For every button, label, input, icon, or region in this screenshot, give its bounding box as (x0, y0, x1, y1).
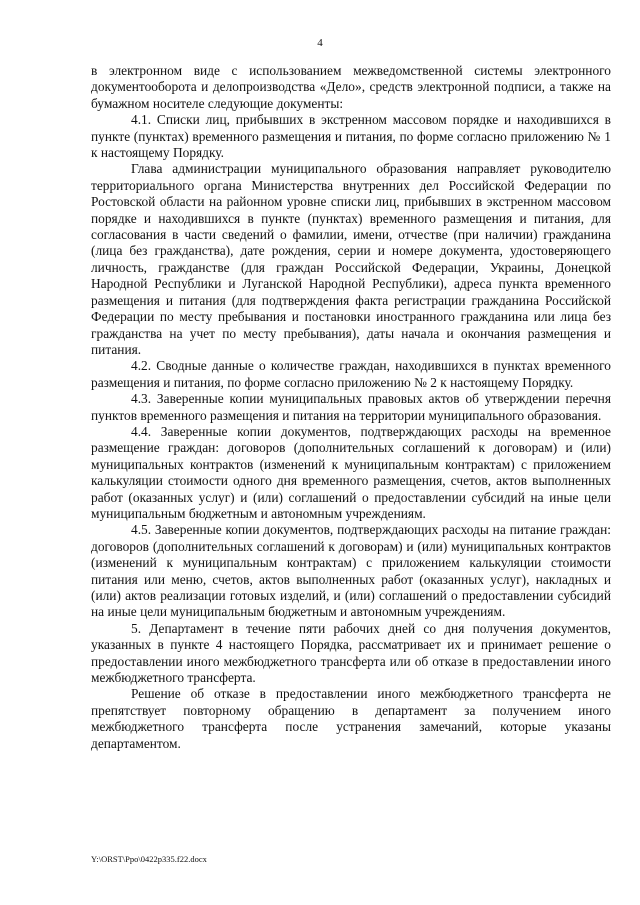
footer-file-path: Y:\ORST\Ppo\0422p335.f22.docx (91, 854, 207, 864)
paragraph-5: 5. Департамент в течение пяти рабочих дней со дня получения документов, указанных в пункте 4 настоящего Порядка, рассматривает их и принимает решение о предоставлении иного межбюджетного трансферта или об отказе в предоставлении иного межбюджетного трансферта. (91, 620, 611, 686)
paragraph-head-directs: Глава администрации муниципального образования направляет руководителю территориального органа Министерства внутренних дел Российской Федерации по Ростовской области на районном уровне списки лиц, прибывших в экстренном массовом порядке и находившихся в пункте (пунктах) временного размещения и питания, для согласования в части сведений о фамилии, имени, отчестве (при наличии) гражданина (лица без гражданства), дате рождения, серии и номере документа, удостоверяющего личность, гражданстве (для граждан Российской Федерации, Украины, Донецкой Народной Республики и Луганской Народной Республики), адреса пункта временного размещения и питания (для подтверждения факта регистрации гражданина Российской Федерации по месту пребывания и постановки иностранного гражданина или лица без гражданства на учет по месту пребывания), даты начала и окончания размещения и питания. (91, 161, 611, 357)
paragraph-4-5: 4.5. Заверенные копии документов, подтверждающих расходы на питание граждан: договоров (дополнительных соглашений к договорам) и (или) муниципальных контрактов (изменений к муниципальным контрактам) с приложением калькуляции стоимости питания или меню, счетов, актов выполненных работ (оказанных услуг), накладных и (или) актов реализации готовых изделий, и (или) соглашений о предоставлении субсидий на иные цели муниципальным бюджетным и автономным учреждениям. (91, 522, 611, 620)
paragraph-intro: в электронном виде с использованием межведомственной системы электронного документооборота и делопроизводства «Дело», средств электронной подписи, а также на бумажном носителе следующие документы: (91, 63, 611, 111)
paragraph-4-2: 4.2. Сводные данные о количестве граждан, находившихся в пунктах временного размещения и питания, по форме согласно приложению № 2 к настоящему Порядку. (91, 358, 611, 390)
paragraph-refusal: Решение об отказе в предоставлении иного межбюджетного трансферта не препятствует повторному обращению в департамент за получением иного межбюджетного трансферта после устранения замечаний, которые указаны департаментом. (91, 686, 611, 751)
paragraph-4-4: 4.4. Заверенные копии документов, подтверждающих расходы на временное размещение граждан: договоров (дополнительных соглашений к договорам) и (или) муниципальных контрактов (изменений к муниципальным контрактам) с приложением калькуляции стоимости одного дня временного размещения, счетов, актов выполненных работ (оказанных услуг) и (или) соглашений о предоставлении субсидий на иные цели муниципальным бюджетным и автономным учреждениям. (91, 423, 611, 521)
paragraph-4-1: 4.1. Списки лиц, прибывших в экстренном массовом порядке и находившихся в пункте (пунктах) временного размещения и питания, по форме согласно приложению № 1 к настоящему Порядку. (91, 112, 611, 161)
paragraph-4-3: 4.3. Заверенные копии муниципальных правовых актов об утверждении перечня пунктов временного размещения и питания на территории муниципального образования. (91, 391, 611, 423)
document-body (91, 63, 611, 752)
page-number: 4 (317, 37, 323, 49)
